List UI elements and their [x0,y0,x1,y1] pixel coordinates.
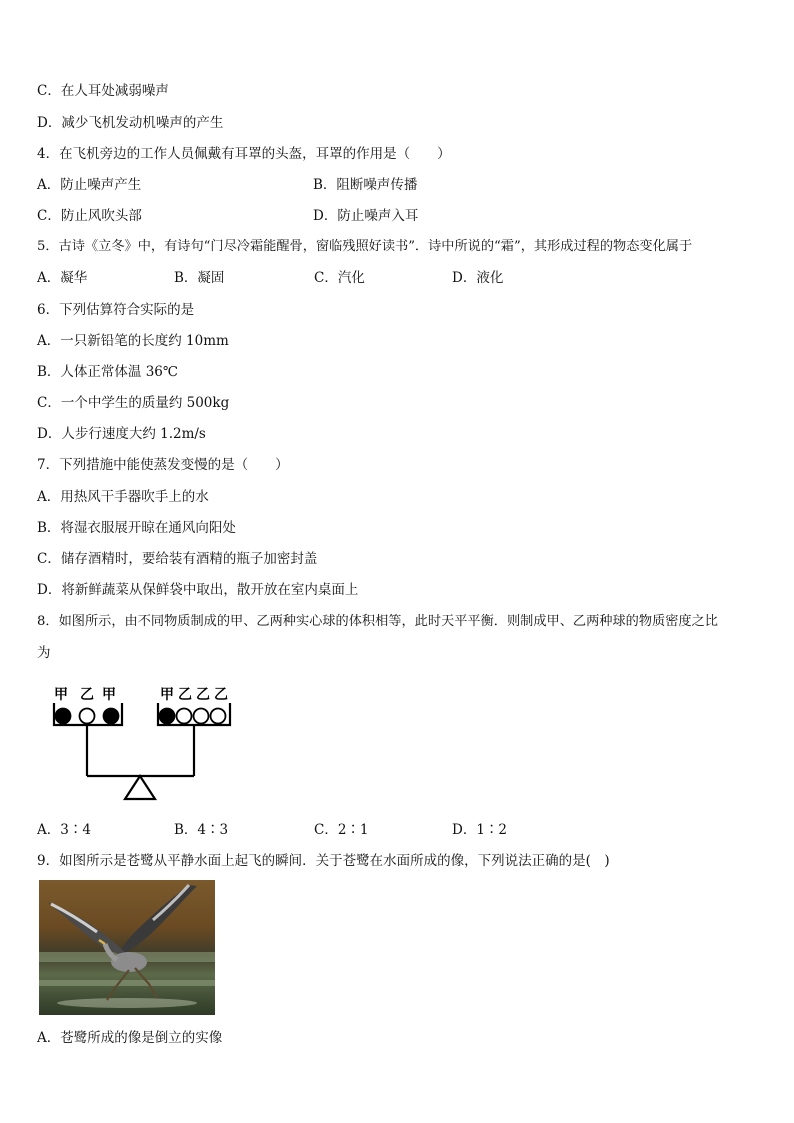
q5-option-b: B．凝固 [174,270,225,286]
question-7: 7．下列措施中能使蒸发变慢的是（ ） [37,457,289,473]
q3-option-d: D．减少飞机发动机噪声的产生 [37,115,224,131]
q8-option-c: C．2∶1 [314,822,369,838]
q5-option-a: A．凝华 [37,270,88,286]
q8-option-d: D．1∶2 [452,822,508,838]
question-8-cont: 为 [37,645,51,661]
right-label-3: 乙 [196,687,210,703]
left-ball-jia-2 [104,709,119,724]
q6-option-d: D．人步行速度大约 1.2m/s [37,426,206,442]
q4-option-d: D．防止噪声入耳 [313,208,419,224]
q7-option-b: B．将湿衣服展开晾在通风向阳处 [37,520,236,536]
fulcrum [125,776,155,799]
q6-option-c: C．一个中学生的质量约 500kg [37,395,230,411]
q7-option-d: D．将新鲜蔬菜从保鲜袋中取出，散开放在室内桌面上 [37,582,359,598]
heron-photo [39,880,215,1015]
question-5: 5．古诗《立冬》中，有诗句“门尽冷霜能醒骨，窗临残照好读书”．诗中所说的“霜”，其形成过程的物态变化属于 [37,239,693,254]
left-ball-yi [80,709,95,724]
q5-option-d: D．液化 [452,270,504,286]
right-label-1: 甲 [160,687,174,703]
q4-option-c: C．防止风吹头部 [37,208,142,224]
question-9: 9．如图所示是苍鹭从平静水面上起飞的瞬间．关于苍鹭在水面所成的像，下列说法正确的是( ) [37,853,610,869]
question-8: 8．如图所示，由不同物质制成的甲、乙两种实心球的体积相等，此时天平平衡．则制成甲、乙两种球的物质密度之比 [37,614,718,629]
left-ball-jia-1 [56,709,71,724]
q7-option-a: A．用热风干手器吹手上的水 [37,489,209,505]
right-ball-jia [160,709,175,724]
question-4: 4．在飞机旁边的工作人员佩戴有耳罩的头盔，耳罩的作用是（ ） [37,146,451,162]
left-label-3: 甲 [102,687,116,703]
q7-option-c: C．储存酒精时，要给装有酒精的瓶子加密封盖 [37,551,318,567]
q3-option-c: C．在人耳处减弱噪声 [37,83,169,99]
left-label-1: 甲 [54,687,68,703]
balance-figure [50,683,240,803]
right-ball-yi-2 [194,709,209,724]
q4-option-b: B．阻断噪声传播 [313,177,418,193]
right-label-2: 乙 [178,687,192,703]
q4-option-a: A．防止噪声产生 [37,177,142,193]
right-ball-yi-1 [177,709,192,724]
q8-option-b: B．4∶3 [174,822,229,838]
right-ball-yi-3 [211,709,226,724]
left-label-2: 乙 [80,687,94,703]
q8-option-a: A．3∶4 [37,822,91,838]
q6-option-b: B．人体正常体温 36℃ [37,364,178,380]
q9-option-a: A．苍鹭所成的像是倒立的实像 [37,1030,223,1046]
right-label-4: 乙 [214,687,228,703]
q6-option-a: A．一只新铅笔的长度约 10mm [37,333,229,349]
question-6: 6．下列估算符合实际的是 [37,302,195,318]
q5-option-c: C．汽化 [314,270,365,286]
